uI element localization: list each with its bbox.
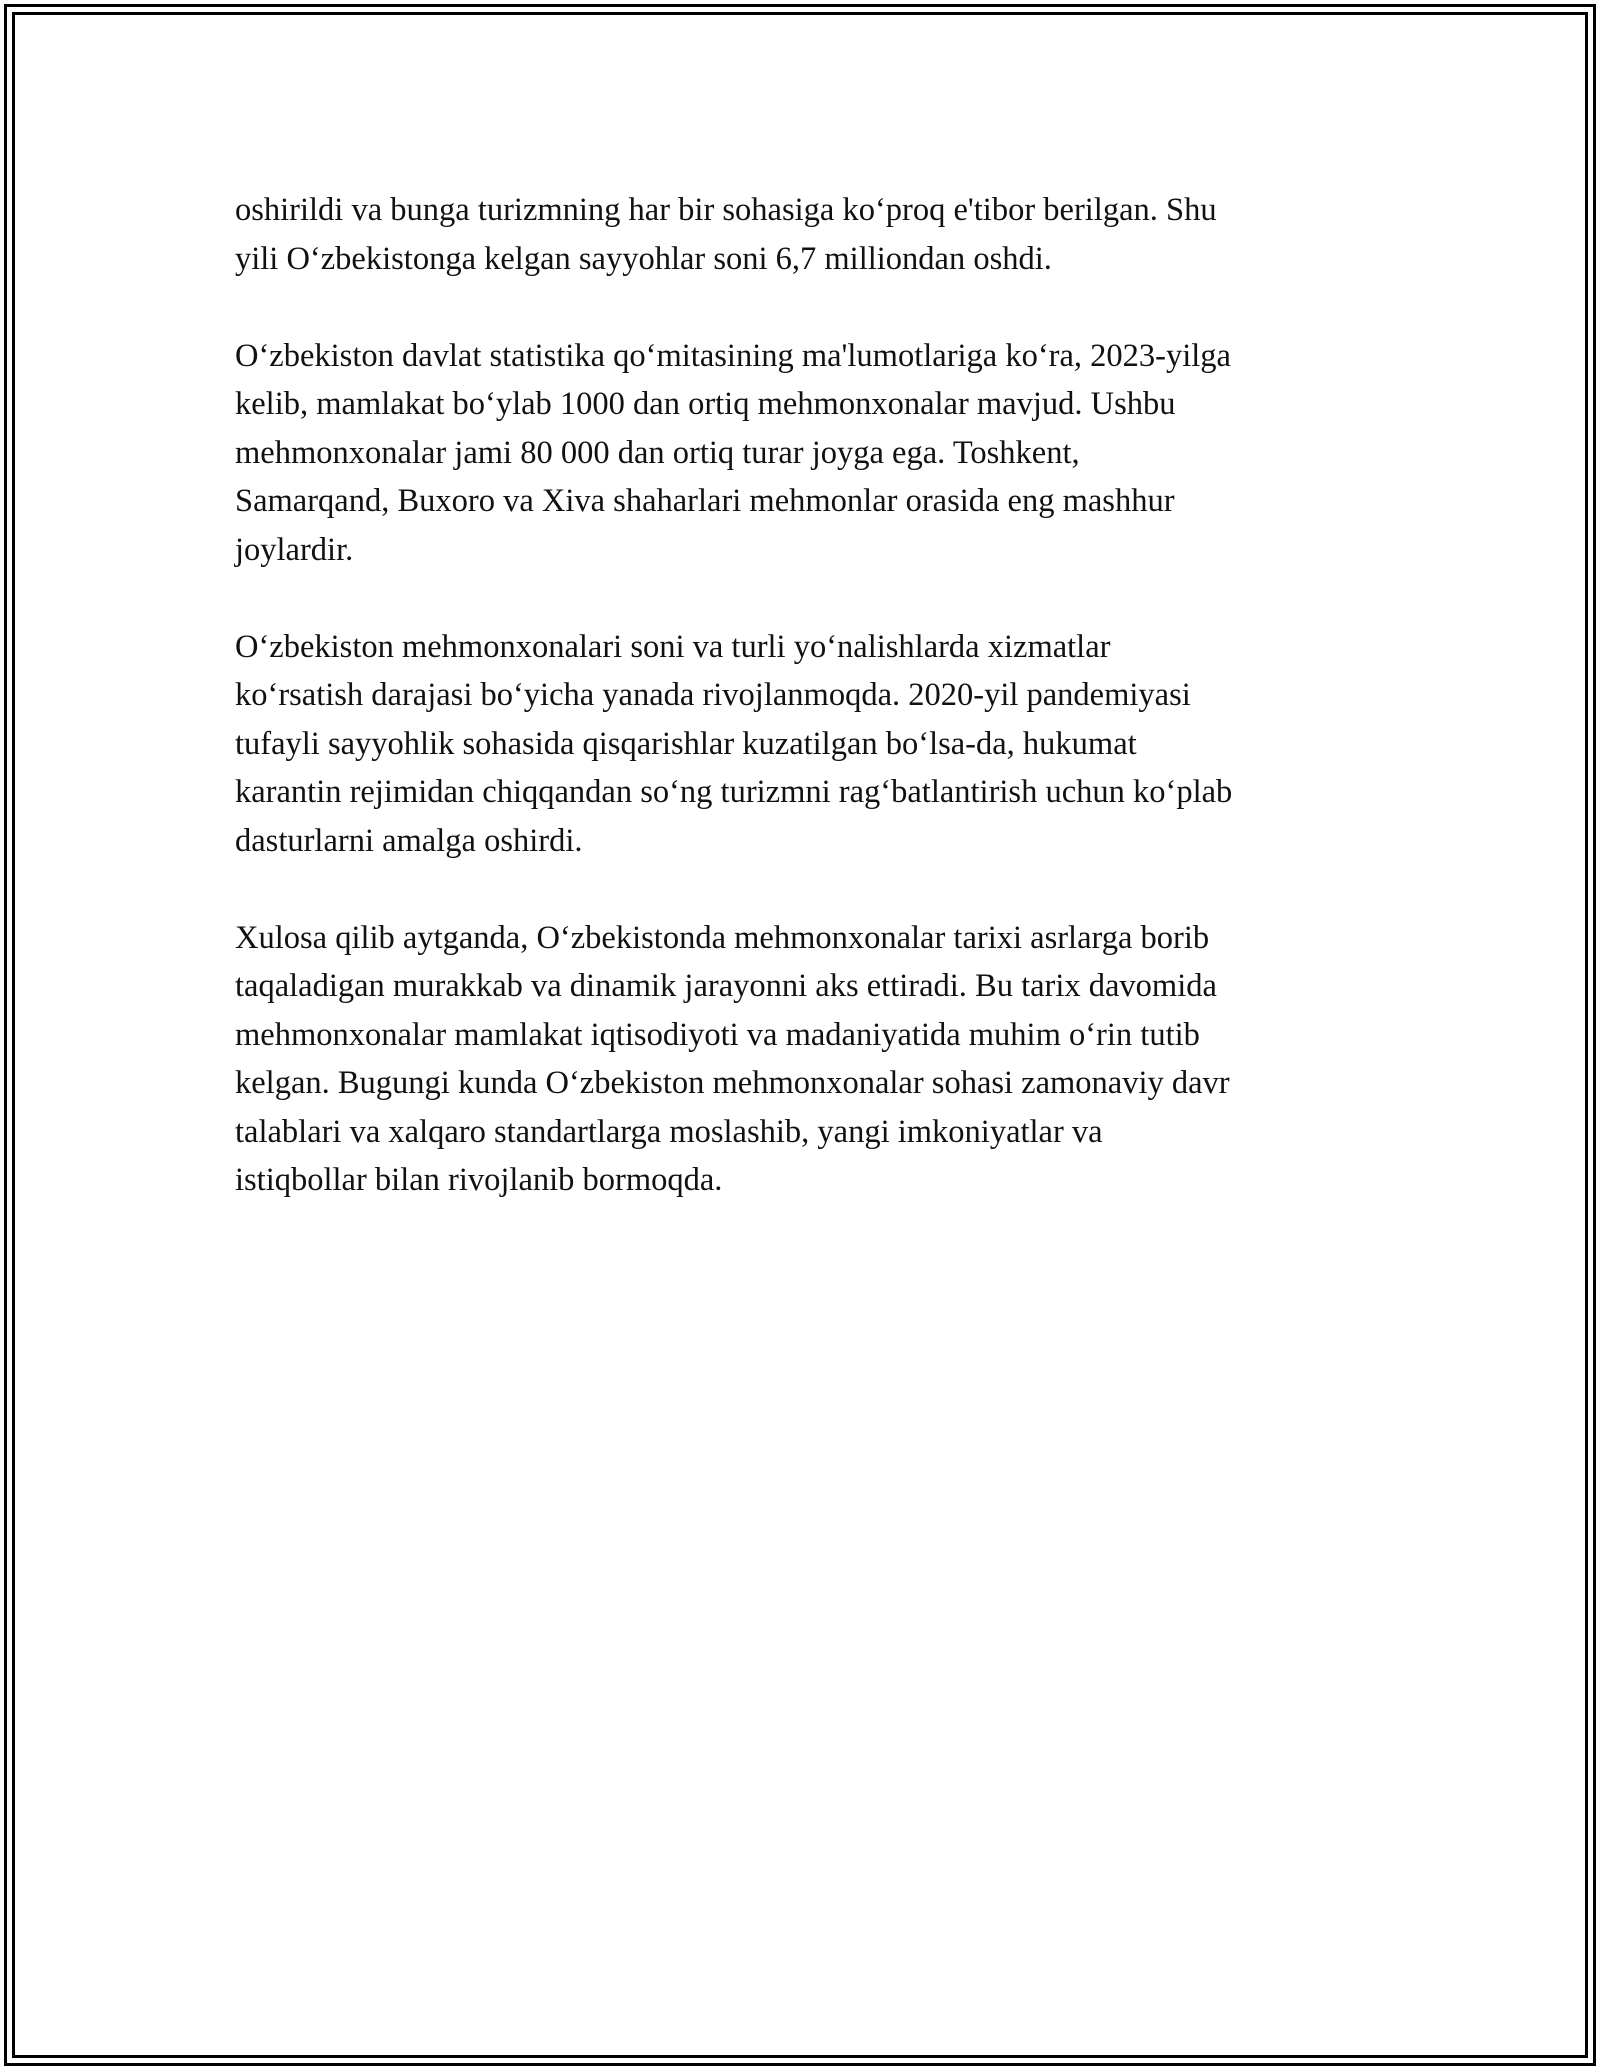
paragraph-tourism-statistics: oshirildi va bunga turizmning har bir sohasiga ko‘proq e'tibor berilgan. Shu yili O‘zbekistonga kelgan sayyohlar soni 6,7 milliondan oshdi.	[235, 192, 1217, 277]
paragraph-hotel-development: O‘zbekiston mehmonxonalari soni va turli yo‘nalishlarda xizmatlar ko‘rsatish darajasi bo‘yicha yanada rivojlanmoqda. 2020-yil pandemiyasi tufayli sayyohlik sohasida qisqarishlar kuzatilgan bo‘lsa-da, hukumat karantin rejimidan chiqqandan so‘ng turizmni rag‘batlantirish uchun ko‘plab dasturlarni amalga oshirdi.	[235, 628, 1233, 859]
paragraph-hotel-count: O‘zbekiston davlat statistika qo‘mitasining ma'lumotlariga ko‘ra, 2023-yilga kelib, mamlakat bo‘ylab 1000 dan ortiq mehmonxonalar mavjud. Ushbu mehmonxonalar jami 80 000 dan ortiq turar joyga ega. Toshkent, Samarqand, Buxoro va Xiva shaharlari mehmonlar orasida eng mashhur joylardir.	[235, 337, 1231, 568]
document-body	[235, 186, 1375, 1253]
paragraph-conclusion: Xulosa qilib aytganda, O‘zbekistonda mehmonxonalar tarixi asrlarga borib taqaladigan murakkab va dinamik jarayonni aks ettiradi. Bu tarix davomida mehmonxonalar mamlakat iqtisodiyoti va madaniyatida muhim o‘rin tutib kelgan. Bugungi kunda O‘zbekiston mehmonxonalar sohasi zamonaviy davr talablari va xalqaro standartlarga moslashib, yangi imkoniyatlar va istiqbollar bilan rivojlanib bormoqda.	[235, 919, 1230, 1198]
